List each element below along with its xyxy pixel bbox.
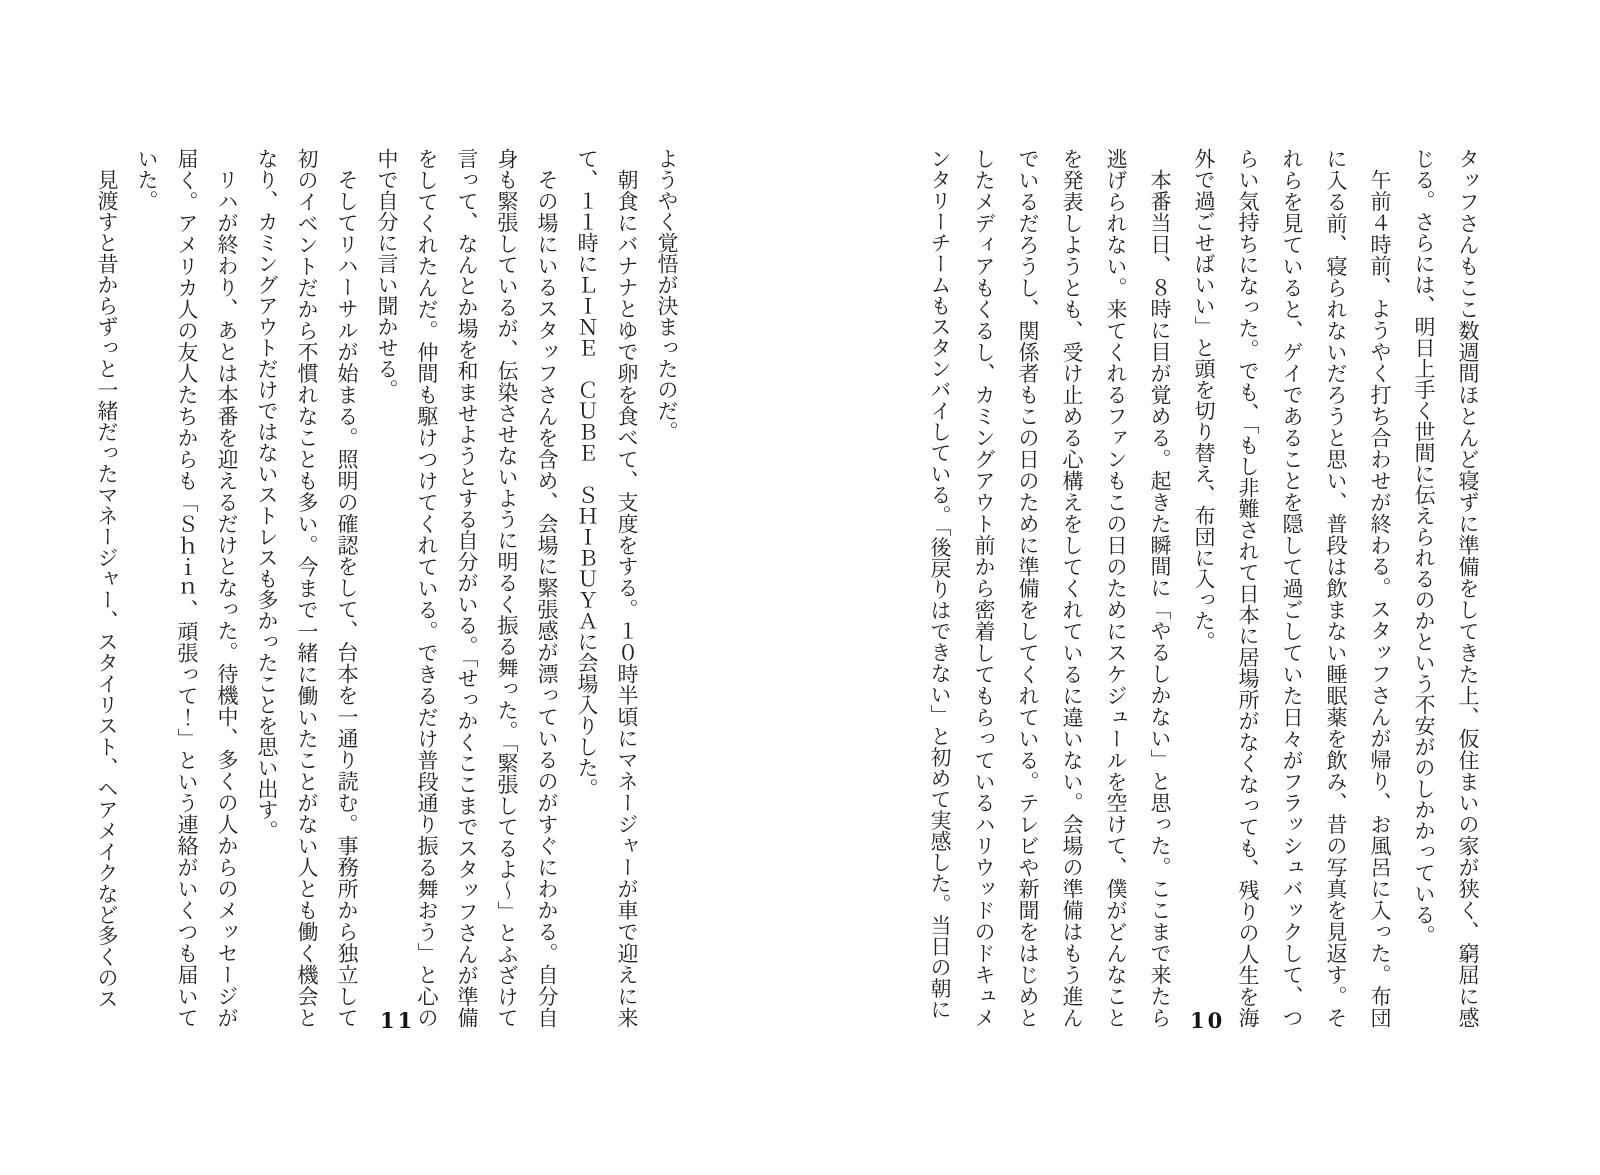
paragraph: 朝食にバナナとゆで卵を食べて、支度をする。１０時半頃にマネージャーが車で迎えに来て、１１時にＬＩＮＥ ＣＵＢＥ ＳＨＩＢＵＹＡに会場入りした。 — [575, 148, 639, 1028]
page-10-text-block — [918, 148, 1490, 1028]
page-number-10: 10 — [1190, 1008, 1226, 1033]
paragraph: リハが終わり、あとは本番を迎えるだけとなった。待機中、多くの人からのメッセージが届く。アメリカ人の友人たちからも「Ｓｈｉｎ、頑張って！」という連絡がいくつも届いていた。 — [135, 148, 239, 1029]
paragraph: そしてリハーサルが始まる。照明の確認をして、台本を一通り読む。事務所から独立して初のイベントだから不慣れなことも多い。今まで一緒に働いたことがない人とも働く機会となり、カミングアウトだけではないストレスも多かったことを思い出す。 — [255, 148, 359, 1029]
paragraph: 午前４時前、ようやく打ち合わせが終わる。スタッフさんが帰り、お風呂に入った。布団に入る前、寝られないだろうと思い、普段は飲まない睡眠薬を飲み、昔の写真を見返す。それらを見ていると、ゲイであることを隠して過ごしていた日々がフラッシュバックして、つらい気持ちになった。でも、「もし非難されて日本に居場所がなくなっても、残りの人生を海外で過ごせばいい」と頭を切り替え、布団に入った。 — [1192, 148, 1392, 1028]
paragraph: 本番当日、８時に目が覚める。起きた瞬間に「やるしかない」と思った。ここまで来たら逃げられない。来てくれるファンもこの日のためにスケジュールを空けて、僕がどんなことを発表しようとも、受け止める心構えをしてくれているに違いない。会場の準備はもう進んでいるだろうし、関係者もこの日のために準備をしてくれている。テレビや新聞をはじめとしたメディアもくるし、カミングアウト前から密着してもらっているハリウッドのドキュメンタリーチームもスタンバイしている。「後戻りはできない」と初めて実感した。当日の朝に — [928, 148, 1172, 1028]
page-number-11: 11 — [380, 1008, 416, 1033]
paragraph: その場にいるスタッフさんを含め、会場に緊張感が漂っているのがすぐにわかる。自分自身も緊張しているが、伝染させないように明るく振る舞った。「緊張してるよ〜」とふざけて言って、なんとか場を和ませようとする自分がいる。「せっかくここまでスタッフさんが準備をしてくれたんだ。仲間も駆けつけてくれている。できるだけ普段通り振る舞おう」と心の中で自分に言い聞かせる。 — [375, 148, 559, 1029]
paragraph: 見渡すと昔からずっと一緒だったマネージャー、スタイリスト、ヘアメイクなど多くのス — [95, 169, 119, 1009]
page-11-text-block — [87, 148, 687, 1028]
paragraph: タッフさんもここ数週間ほとんど寝ずに準備をしてきた上、仮住まいの家が狭く、窮屈に感じる。さらには、明日上手く世間に伝えられるのかという不安がのしかかっている。 — [1412, 148, 1480, 1028]
page-10 — [800, 0, 1600, 1175]
paragraph: ようやく覚悟が決まったのだ。 — [655, 148, 679, 442]
